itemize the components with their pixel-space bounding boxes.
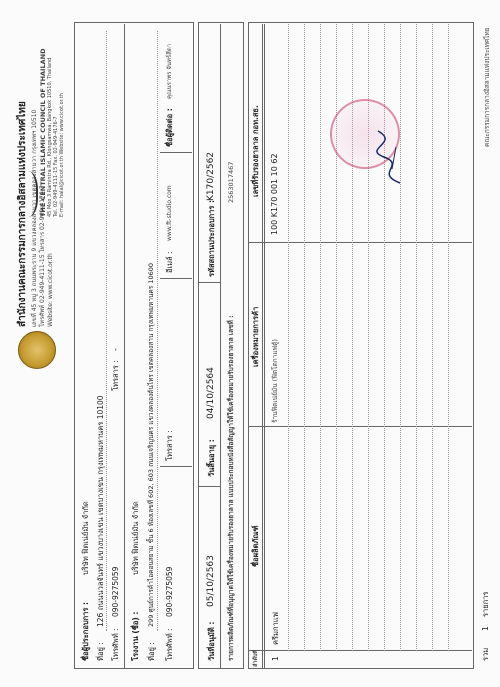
arabic-calligraphy-logo bbox=[14, 171, 38, 217]
org-address-th-1: เลขที่ 45 หมู่ 3 ถนนพระราม 9 แขวงคลองสามวา เขตคลองสามวา กรุงเทพฯ 10510 bbox=[31, 109, 38, 327]
applicant-phone-label: โทรศัพท์ : bbox=[111, 628, 120, 661]
factory-email-value: www.ft-studio.com bbox=[166, 185, 173, 241]
signature bbox=[370, 127, 410, 187]
product-list-note: รายการผลิตภัณฑ์ที่อนุญาตให้ใช้เครื่องหมายรับรองฮาลาล แนบประกอบหนังสือสัญญาให้ใช้เครื่องหมายรับรองฮาลาล เลขที่ : bbox=[227, 315, 235, 661]
footer-total-count: 1 bbox=[481, 626, 490, 631]
dates-box bbox=[198, 22, 244, 669]
footer-total-unit: รายการ bbox=[481, 591, 490, 617]
factory-email-label: อีเมล์ : bbox=[165, 251, 174, 273]
cert-code-label: รหัสสถานประกอบการ : bbox=[207, 199, 216, 277]
table-header-halal-code: เลขที่รับรองฮาลาล กอท.สธ. bbox=[251, 105, 260, 197]
applicant-fax-label: โทรสาร : bbox=[111, 360, 120, 391]
product-list-note-value: 2563017467 bbox=[227, 161, 235, 203]
factory-contact-value: คุณนราพร จันทร์สีดา bbox=[166, 43, 173, 99]
cicot-emblem-seal bbox=[18, 331, 56, 369]
table-header-product: ชื่อผลิตภัณฑ์ bbox=[251, 525, 260, 567]
applicant-fax-value: - bbox=[111, 348, 120, 351]
factory-phone-value: 090-9275059 bbox=[165, 566, 174, 617]
org-address-en-2: Tel. 02-949-4111-15 Fax. 02-949-4176-7 bbox=[53, 116, 59, 217]
footer-total-label: รวม bbox=[481, 647, 490, 661]
factory-fax-label: โทรสาร : bbox=[165, 430, 174, 461]
expiry-date-value: 04/10/2564 bbox=[206, 367, 216, 419]
org-name-en: THE CENTRAL ISLAMIC COUNCIL OF THAILAND bbox=[39, 48, 47, 217]
applicant-phone-value: 090-9275059 bbox=[111, 566, 120, 617]
factory-value: บริษัท ฟิตเน่ย์มัน จำกัด bbox=[131, 501, 140, 575]
applicant-address-value: 126 ถนนนวลจันทร์ แขวงบางเขน เขตบางเขน กรุงเทพมหานคร 10100 bbox=[96, 395, 105, 627]
org-address-en-1: 45 Moo 3 Ramintra Rd., Klongsamwa, Bangkok 10510, Thailand bbox=[47, 57, 53, 217]
applicant-address-label: ที่อยู่ : bbox=[96, 642, 105, 661]
table-header-trademark: เครื่องหมายการค้า bbox=[251, 306, 260, 367]
applicant-label: ชื่อผู้ประกอบการ : bbox=[81, 601, 90, 661]
factory-contact-label: ชื่อผู้ติดต่อ : bbox=[165, 108, 174, 147]
issue-date-label: วันที่อนุมัติ : bbox=[207, 621, 216, 661]
org-address-en-3: E-mail: halal@cicot.or.th Website: www.cicot.or.th bbox=[59, 93, 65, 217]
row-trademark: ร้านฟิตเน่ย์มัน (ฟิตโตกาแฟตู้) bbox=[271, 339, 279, 423]
factory-address-label: ที่อยู่ : bbox=[147, 642, 156, 661]
row-no: 1 bbox=[271, 656, 280, 661]
cert-code-value: K170/2562 bbox=[206, 151, 216, 201]
expiry-date-label: วันสิ้นอายุ : bbox=[207, 439, 216, 477]
factory-address-value: 299 ศูนย์การค้าไอคอนสยาม ชั้น 6 ห้องเลขที่ 602, 603 ถนนเจริญนคร แขวงคลองต้นไทร เขตคลองสาน กรุงเทพมหานคร 10600 bbox=[147, 263, 155, 627]
applicant-value: บริษัท ฟิตเน่ย์มัน จำกัด bbox=[81, 501, 90, 575]
org-address-th-2: โทรศัพท์ 02-949-4111-15 โทรสาร 02-949-4176-7 bbox=[39, 185, 46, 327]
issue-date-value: 05/10/2563 bbox=[206, 555, 216, 607]
table-header-no: ลำดับที่ bbox=[253, 649, 259, 667]
row-halal-code: 100 K170 001 10 62 bbox=[270, 153, 279, 235]
factory-label: โรงงาน (ชื่อ) : bbox=[131, 611, 140, 661]
org-name-th: สำนักงานคณะกรรมการกลางอิสลามแห่งประเทศไทย bbox=[17, 101, 28, 327]
factory-phone-label: โทรศัพท์ : bbox=[165, 628, 174, 661]
org-address-th-3: Website: www.cicot.or.th bbox=[47, 253, 54, 327]
footer-org-name: คณะกรรมการกลางอิสลามแห่งประเทศไทย bbox=[483, 27, 491, 147]
row-product: ครีมกาแฟ bbox=[271, 612, 280, 645]
